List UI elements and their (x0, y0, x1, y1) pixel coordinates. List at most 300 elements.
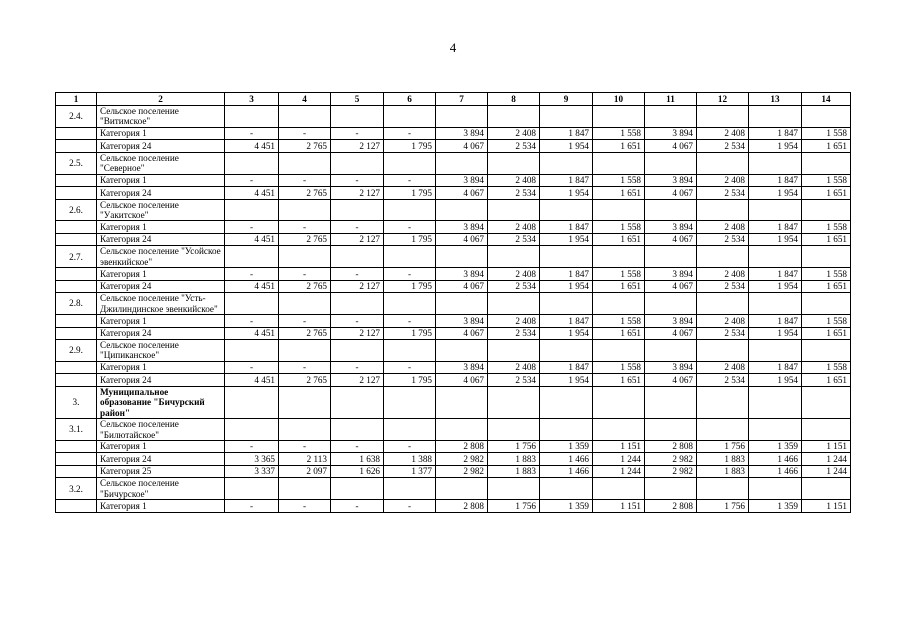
value-cell: 1 244 (802, 453, 851, 466)
empty-cell (225, 419, 279, 441)
value-cell: 4 067 (436, 327, 488, 340)
value-cell: 1 558 (593, 315, 645, 328)
value-cell: 2 127 (331, 327, 384, 340)
value-cell: 1 756 (697, 440, 749, 453)
value-cell: 4 067 (645, 187, 697, 200)
empty-cell (593, 246, 645, 268)
value-cell: - (225, 127, 279, 140)
value-cell: 1 558 (593, 221, 645, 234)
value-cell: - (331, 361, 384, 374)
table-row (56, 174, 851, 187)
value-cell: 2 808 (436, 500, 488, 513)
value-cell: 2 808 (645, 500, 697, 513)
value-cell: 2 534 (697, 233, 749, 246)
value-cell: - (225, 361, 279, 374)
value-cell: 2 765 (279, 233, 331, 246)
value-cell: 1 558 (802, 315, 851, 328)
empty-cell (384, 340, 436, 362)
empty-cell (436, 478, 488, 500)
table-row (56, 327, 851, 340)
empty-cell (802, 340, 851, 362)
empty-cell (436, 386, 488, 418)
empty-cell (749, 419, 802, 441)
value-cell: - (384, 361, 436, 374)
header-cell: 4 (279, 93, 331, 106)
value-cell: 1 558 (593, 174, 645, 187)
empty-cell (488, 419, 540, 441)
category-label: Категория 1 (97, 221, 225, 234)
section-number: 3.2. (56, 478, 97, 500)
value-cell: 1 558 (593, 127, 645, 140)
section-number: 2.8. (56, 293, 97, 315)
empty-cell (436, 199, 488, 221)
empty-cell (436, 106, 488, 128)
category-label: Категория 1 (97, 174, 225, 187)
value-cell: 1 756 (488, 440, 540, 453)
empty-cell (225, 106, 279, 128)
value-cell: 2 534 (697, 187, 749, 200)
value-cell: 2 408 (697, 174, 749, 187)
value-cell: 1 651 (593, 327, 645, 340)
value-cell: 1 756 (488, 500, 540, 513)
header-cell: 8 (488, 93, 540, 106)
value-cell: 2 982 (645, 453, 697, 466)
table-body (56, 106, 851, 513)
empty-cell (331, 152, 384, 174)
empty-cell (697, 293, 749, 315)
value-cell: 2 408 (488, 221, 540, 234)
empty-cell (802, 293, 851, 315)
value-cell: 1 795 (384, 233, 436, 246)
section-title: Сельское поселение "Усойское эвенкийское" (97, 246, 225, 268)
value-cell: 1 558 (802, 221, 851, 234)
value-cell: 2 534 (488, 187, 540, 200)
value-cell: 2 534 (488, 233, 540, 246)
empty-cell (540, 340, 593, 362)
empty-cell (436, 340, 488, 362)
value-cell: 1 847 (749, 221, 802, 234)
value-cell: 1 651 (802, 280, 851, 293)
header-row (56, 93, 851, 106)
value-cell: 3 894 (436, 315, 488, 328)
value-cell: 1 954 (749, 140, 802, 153)
empty-cell (56, 327, 97, 340)
value-cell: 1 847 (749, 315, 802, 328)
table-row (56, 187, 851, 200)
value-cell: - (279, 361, 331, 374)
value-cell: 2 765 (279, 140, 331, 153)
value-cell: 1 558 (802, 361, 851, 374)
value-cell: - (331, 440, 384, 453)
value-cell: 4 451 (225, 233, 279, 246)
table-row (56, 500, 851, 513)
empty-cell (645, 478, 697, 500)
empty-cell (225, 340, 279, 362)
empty-cell (749, 152, 802, 174)
value-cell: 2 534 (697, 374, 749, 387)
value-cell: - (384, 440, 436, 453)
empty-cell (802, 386, 851, 418)
empty-cell (384, 386, 436, 418)
value-cell: 2 765 (279, 280, 331, 293)
value-cell: 1 883 (488, 465, 540, 478)
value-cell: 1 847 (749, 268, 802, 281)
value-cell: 2 982 (436, 465, 488, 478)
empty-cell (279, 246, 331, 268)
empty-cell (384, 152, 436, 174)
empty-cell (488, 106, 540, 128)
empty-cell (56, 374, 97, 387)
value-cell: - (225, 221, 279, 234)
value-cell: 1 151 (593, 500, 645, 513)
value-cell: - (331, 127, 384, 140)
value-cell: 1 558 (802, 174, 851, 187)
value-cell: 2 408 (697, 315, 749, 328)
value-cell: 2 113 (279, 453, 331, 466)
category-label: Категория 24 (97, 327, 225, 340)
value-cell: 1 651 (802, 233, 851, 246)
section-row (56, 419, 851, 441)
empty-cell (56, 140, 97, 153)
value-cell: 2 408 (697, 361, 749, 374)
value-cell: - (279, 268, 331, 281)
category-label: Категория 24 (97, 187, 225, 200)
value-cell: 2 765 (279, 374, 331, 387)
value-cell: 3 894 (645, 361, 697, 374)
section-row (56, 246, 851, 268)
value-cell: 1 466 (749, 453, 802, 466)
value-cell: - (384, 127, 436, 140)
category-label: Категория 1 (97, 500, 225, 513)
empty-cell (593, 386, 645, 418)
empty-cell (749, 246, 802, 268)
table-row (56, 374, 851, 387)
empty-cell (56, 174, 97, 187)
table-row (56, 221, 851, 234)
value-cell: 2 808 (436, 440, 488, 453)
value-cell: 2 765 (279, 187, 331, 200)
header-cell: 7 (436, 93, 488, 106)
empty-cell (56, 127, 97, 140)
empty-cell (749, 386, 802, 418)
section-row (56, 199, 851, 221)
value-cell: 1 151 (593, 440, 645, 453)
empty-cell (593, 199, 645, 221)
value-cell: - (331, 315, 384, 328)
empty-cell (645, 246, 697, 268)
value-cell: 1 558 (802, 127, 851, 140)
value-cell: 4 451 (225, 374, 279, 387)
value-cell: 3 894 (436, 361, 488, 374)
empty-cell (331, 106, 384, 128)
value-cell: 4 067 (645, 233, 697, 246)
empty-cell (802, 106, 851, 128)
empty-cell (488, 152, 540, 174)
section-row (56, 293, 851, 315)
value-cell: 2 408 (488, 315, 540, 328)
value-cell: 2 534 (488, 140, 540, 153)
empty-cell (540, 246, 593, 268)
table-row (56, 127, 851, 140)
empty-cell (645, 199, 697, 221)
value-cell: 1 795 (384, 280, 436, 293)
value-cell: 1 388 (384, 453, 436, 466)
empty-cell (331, 478, 384, 500)
empty-cell (802, 199, 851, 221)
category-label: Категория 1 (97, 315, 225, 328)
value-cell: 1 954 (540, 233, 593, 246)
value-cell: 1 651 (802, 374, 851, 387)
empty-cell (384, 293, 436, 315)
value-cell: 3 894 (645, 315, 697, 328)
empty-cell (331, 199, 384, 221)
header-cell: 10 (593, 93, 645, 106)
value-cell: 1 954 (749, 187, 802, 200)
category-label: Категория 24 (97, 453, 225, 466)
value-cell: - (279, 127, 331, 140)
value-cell: 1 883 (488, 453, 540, 466)
value-cell: 1 359 (540, 500, 593, 513)
value-cell: 1 651 (593, 140, 645, 153)
value-cell: 3 894 (436, 268, 488, 281)
value-cell: 1 847 (540, 127, 593, 140)
empty-cell (697, 106, 749, 128)
empty-cell (749, 199, 802, 221)
section-title: Сельское поселение "Усть-Джилиндинское эвенкийское" (97, 293, 225, 315)
value-cell: 2 097 (279, 465, 331, 478)
empty-cell (225, 386, 279, 418)
value-cell: 1 359 (749, 440, 802, 453)
table-row (56, 361, 851, 374)
table-row (56, 465, 851, 478)
empty-cell (436, 419, 488, 441)
empty-cell (384, 199, 436, 221)
value-cell: 2 534 (697, 140, 749, 153)
empty-cell (225, 199, 279, 221)
empty-cell (802, 478, 851, 500)
section-title: Сельское поселение "Бичурское" (97, 478, 225, 500)
value-cell: 1 883 (697, 453, 749, 466)
value-cell: - (331, 174, 384, 187)
empty-cell (593, 478, 645, 500)
empty-cell (697, 340, 749, 362)
value-cell: 4 067 (436, 233, 488, 246)
table-row (56, 268, 851, 281)
section-number: 2.5. (56, 152, 97, 174)
value-cell: - (331, 221, 384, 234)
empty-cell (279, 386, 331, 418)
value-cell: 3 894 (645, 268, 697, 281)
empty-cell (384, 246, 436, 268)
value-cell: - (384, 500, 436, 513)
value-cell: 2 408 (697, 127, 749, 140)
table-row (56, 140, 851, 153)
value-cell: 1 847 (749, 174, 802, 187)
empty-cell (225, 293, 279, 315)
category-label: Категория 25 (97, 465, 225, 478)
section-title: Сельское поселение "Уакитское" (97, 199, 225, 221)
empty-cell (56, 233, 97, 246)
section-row (56, 106, 851, 128)
value-cell: 1 359 (749, 500, 802, 513)
empty-cell (749, 478, 802, 500)
value-cell: 1 795 (384, 187, 436, 200)
empty-cell (56, 453, 97, 466)
value-cell: 4 067 (436, 140, 488, 153)
value-cell: 2 534 (488, 327, 540, 340)
empty-cell (279, 340, 331, 362)
value-cell: 4 067 (436, 187, 488, 200)
section-title: Муниципальное образование "Бичурский район" (97, 386, 225, 418)
value-cell: 1 795 (384, 374, 436, 387)
empty-cell (540, 199, 593, 221)
value-cell: 1 847 (540, 268, 593, 281)
value-cell: 1 638 (331, 453, 384, 466)
empty-cell (384, 106, 436, 128)
empty-cell (225, 478, 279, 500)
value-cell: 2 808 (645, 440, 697, 453)
empty-cell (697, 419, 749, 441)
category-label: Категория 24 (97, 233, 225, 246)
empty-cell (540, 419, 593, 441)
value-cell: 1 954 (749, 280, 802, 293)
value-cell: 1 244 (593, 465, 645, 478)
value-cell: 1 466 (540, 465, 593, 478)
value-cell: 1 558 (593, 361, 645, 374)
empty-cell (802, 152, 851, 174)
value-cell: 1 847 (540, 315, 593, 328)
value-cell: 4 451 (225, 327, 279, 340)
table-row (56, 280, 851, 293)
section-number: 2.9. (56, 340, 97, 362)
empty-cell (697, 478, 749, 500)
value-cell: - (279, 174, 331, 187)
value-cell: - (279, 221, 331, 234)
empty-cell (56, 280, 97, 293)
empty-cell (749, 293, 802, 315)
value-cell: - (279, 500, 331, 513)
empty-cell (56, 440, 97, 453)
empty-cell (279, 199, 331, 221)
value-cell: 3 894 (436, 127, 488, 140)
value-cell: 4 067 (645, 140, 697, 153)
value-cell: 1 795 (384, 327, 436, 340)
value-cell: 2 127 (331, 140, 384, 153)
value-cell: 2 127 (331, 374, 384, 387)
empty-cell (697, 246, 749, 268)
empty-cell (697, 199, 749, 221)
value-cell: 1 795 (384, 140, 436, 153)
value-cell: 1 954 (540, 140, 593, 153)
value-cell: 1 847 (749, 361, 802, 374)
table-row (56, 233, 851, 246)
empty-cell (331, 419, 384, 441)
section-number: 2.4. (56, 106, 97, 128)
value-cell: - (384, 315, 436, 328)
empty-cell (540, 386, 593, 418)
empty-cell (279, 419, 331, 441)
value-cell: 2 127 (331, 280, 384, 293)
empty-cell (56, 315, 97, 328)
value-cell: 1 954 (540, 187, 593, 200)
table-row (56, 315, 851, 328)
value-cell: 1 377 (384, 465, 436, 478)
empty-cell (645, 106, 697, 128)
empty-cell (593, 419, 645, 441)
value-cell: - (225, 315, 279, 328)
value-cell: 2 127 (331, 187, 384, 200)
value-cell: 1 954 (540, 374, 593, 387)
value-cell: - (225, 174, 279, 187)
empty-cell (56, 187, 97, 200)
value-cell: 2 408 (697, 268, 749, 281)
empty-cell (540, 106, 593, 128)
page-number: 4 (449, 40, 457, 55)
empty-cell (436, 246, 488, 268)
empty-cell (645, 419, 697, 441)
value-cell: 2 408 (488, 361, 540, 374)
header-cell: 1 (56, 93, 97, 106)
value-cell: 1 847 (749, 127, 802, 140)
empty-cell (56, 361, 97, 374)
value-cell: 4 067 (645, 327, 697, 340)
value-cell: 3 894 (436, 174, 488, 187)
empty-cell (645, 340, 697, 362)
empty-cell (488, 246, 540, 268)
value-cell: 1 954 (749, 327, 802, 340)
value-cell: - (331, 500, 384, 513)
header-cell: 14 (802, 93, 851, 106)
value-cell: 1 847 (540, 361, 593, 374)
value-cell: 1 151 (802, 440, 851, 453)
empty-cell (331, 340, 384, 362)
header-cell: 12 (697, 93, 749, 106)
value-cell: 3 894 (436, 221, 488, 234)
section-row (56, 340, 851, 362)
value-cell: 2 408 (488, 174, 540, 187)
empty-cell (56, 221, 97, 234)
empty-cell (225, 246, 279, 268)
empty-cell (697, 152, 749, 174)
header-cell: 2 (97, 93, 225, 106)
empty-cell (436, 152, 488, 174)
value-cell: - (384, 268, 436, 281)
category-label: Категория 1 (97, 268, 225, 281)
section-number: 2.6. (56, 199, 97, 221)
value-cell: - (279, 315, 331, 328)
section-title: Сельское поселение "Северное" (97, 152, 225, 174)
header-cell: 9 (540, 93, 593, 106)
category-label: Категория 24 (97, 140, 225, 153)
table-row (56, 453, 851, 466)
empty-cell (331, 246, 384, 268)
header-cell: 6 (384, 93, 436, 106)
value-cell: 4 067 (645, 280, 697, 293)
empty-cell (697, 386, 749, 418)
empty-cell (331, 386, 384, 418)
value-cell: 1 651 (802, 187, 851, 200)
value-cell: 1 651 (593, 280, 645, 293)
value-cell: 4 451 (225, 140, 279, 153)
empty-cell (56, 268, 97, 281)
empty-cell (645, 386, 697, 418)
section-row (56, 478, 851, 500)
tariff-table (55, 92, 851, 513)
value-cell: 1 626 (331, 465, 384, 478)
value-cell: 4 067 (645, 374, 697, 387)
section-title: Сельское поселение "Билютайское" (97, 419, 225, 441)
value-cell: 3 894 (645, 127, 697, 140)
